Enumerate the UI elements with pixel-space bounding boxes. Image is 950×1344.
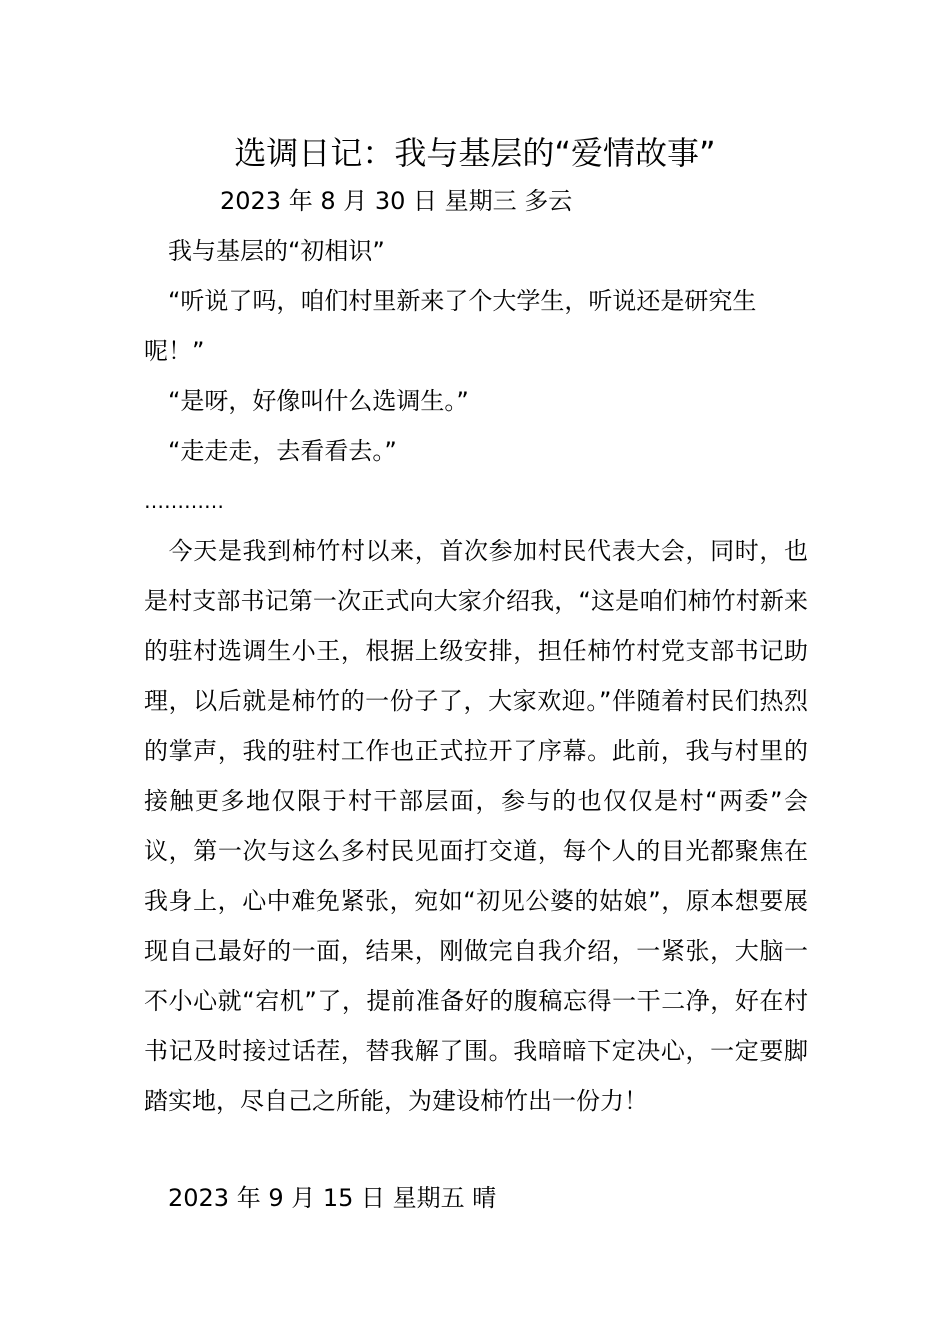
quote-1-line-1: “听说了吗，咱们村里新来了个大学生，听说还是研究生 — [168, 287, 757, 315]
body-paragraph-text: 今天是我到柿竹村以来，首次参加村民代表大会，同时，也是村支部书记第一次正式向大家介绍我，“这是咱们柿竹村新来的驻村选调生小王，根据上级安排，担任柿竹村党支部书记助理，以后就是柿竹的一份子了，大家欢迎。”伴随着村民们热烈的掌声，我的驻村工作也正式拉开了序幕。此前，我与村里的接触更多地仅限于村干部层面，参与的也仅仅是村“两委”会议，第一次与这么多村民见面打交道，每个人的目光都聚焦在我身上，心中难免紧张，宛如“初见公婆的姑娘”，原本想要展现自己最好的一面，结果，刚做完自我介绍，一紧张，大脑一不小心就“宕机”了，提前准备好的腹稿忘得一干二净，好在村书记及时接过话茬，替我解了围。我暗暗下定决心，一定要脚踏实地，尽自己之所能，为建设柿竹出一份力！ — [144, 537, 808, 1115]
section-heading: 我与基层的“初相识” — [168, 237, 385, 265]
document-title: 选调日记：我与基层的“爱情故事” — [234, 134, 716, 172]
quote-3: “走走走，去看看去。” — [168, 437, 397, 465]
quote-2: “是呀，好像叫什么选调生。” — [168, 387, 469, 415]
body-paragraph — [144, 526, 808, 1126]
ellipsis-line: ………… — [144, 489, 224, 513]
diary-date-2: 2023 年 9 月 15 日 星期五 晴 — [168, 1184, 497, 1212]
quote-1-line-2: 呢！” — [144, 337, 205, 365]
diary-date-1: 2023 年 8 月 30 日 星期三 多云 — [220, 187, 573, 215]
